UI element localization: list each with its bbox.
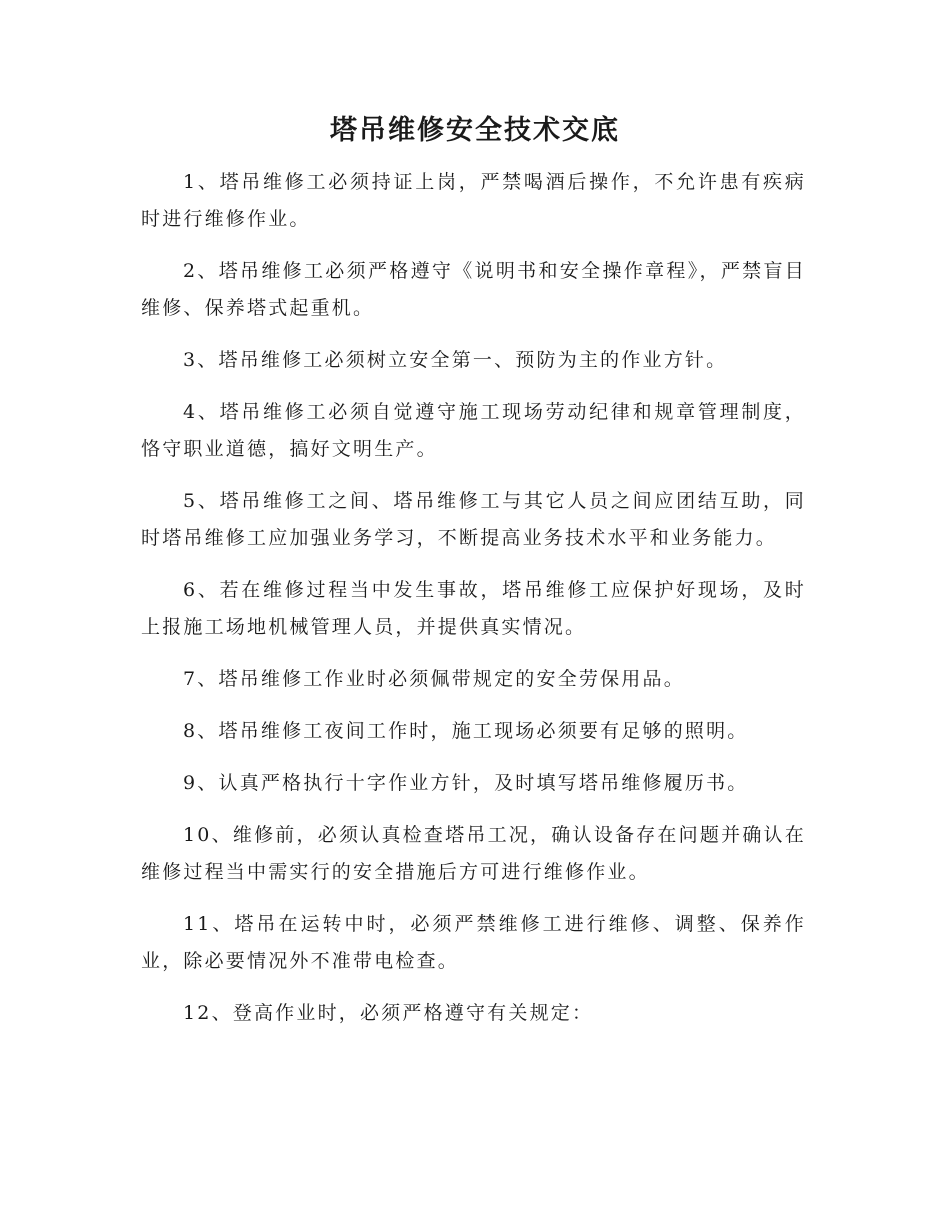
document-title: 塔吊维修安全技术交底 [330,115,620,146]
paragraph-7: 7、塔吊维修工作业时必须佩带规定的安全劳保用品。 [183,668,685,690]
document-body [141,164,806,1047]
paragraph-6: 6、若在维修过程当中发生事故，塔吊维修工应保护好现场，及时上报施工场地机械管理人员，并提供真实情况。 [141,579,806,638]
paragraph-10: 10、维修前，必须认真检查塔吊工况，确认设备存在问题并确认在维修过程当中需实行的安全措施后方可进行维修作业。 [141,824,806,883]
paragraph-4: 4、塔吊维修工必须自觉遵守施工现场劳动纪律和规章管理制度，恪守职业道德，搞好文明生产。 [141,401,806,460]
paragraph-1: 1、塔吊维修工必须持证上岗，严禁喝酒后操作，不允许患有疾病时进行维修作业。 [141,171,806,230]
paragraph-5: 5、塔吊维修工之间、塔吊维修工与其它人员之间应团结互助，同时塔吊维修工应加强业务学习，不断提高业务技术水平和业务能力。 [141,490,806,549]
paragraph-9: 9、认真严格执行十字作业方针，及时填写塔吊维修履历书。 [183,772,749,794]
paragraph-3: 3、塔吊维修工必须树立安全第一、预防为主的作业方针。 [183,349,728,371]
paragraph-12: 12、登高作业时，必须严格遵守有关规定： [183,1002,594,1024]
paragraph-8: 8、塔吊维修工夜间工作时，施工现场必须要有足够的照明。 [183,720,749,742]
paragraph-11: 11、塔吊在运转中时，必须严禁维修工进行维修、调整、保养作业，除必要情况外不准带电检查。 [141,913,806,972]
paragraph-2: 2、塔吊维修工必须严格遵守《说明书和安全操作章程》，严禁盲目维修、保养塔式起重机。 [141,260,806,319]
